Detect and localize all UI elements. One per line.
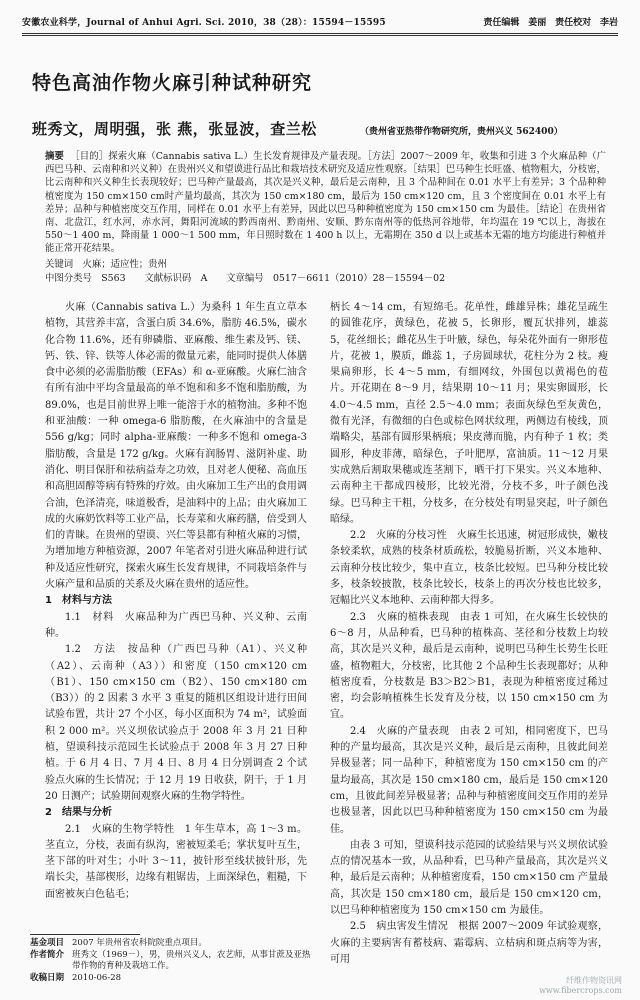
abstract	[45, 150, 606, 256]
paragraph: 柄长 4～14 cm，有短绵毛。花单性，雌雄异株；雄花呈疏生的圆锥花序，黄绿色，花被 5，长卵形，覆瓦状排列，雄蕊 5，花丝细长；雌花丛生于叶腋，绿色，每朵花外面有一卵形苞片，花被 1，膜质，雌蕊 1，子房圆球状，花柱分为 2 枝。瘦果扁卵形，长 4～5 mm，有细网纹，外围包以黄褐色的苞片。开花期在 8～9 月，结果期 10～11 月；果实卵圆形，长 4.0～4.5 mm，直径 2.5～4.0 mm；表面灰绿色至灰黄色，微有光泽，有微细的白色或棕色网状纹理，两侧边有棱线，顶端略尖，基部有圆形果柄痕；果皮薄而脆，内有种子 1 枚；类圆形，种皮菲薄，暗绿色，子叶肥厚，富油质。11～12 月果实成熟后割取果穗或连茎割下，晒干打下果实。兴义本地种、云南种主干都成四棱形，比较光滑，分枝不多，叶子颜色浅绿。巴马种主干粗，分枝多，在分枝处有明显突起，叶子颜色暗绿。	[330, 302, 608, 525]
right-column	[330, 300, 608, 968]
watermark	[539, 976, 622, 996]
section-heading: 2 结果与分析	[45, 807, 112, 819]
footnote-label: 作者简介	[30, 949, 65, 960]
editor-credits	[477, 15, 618, 28]
paragraph: 火麻（Cannabis sativa L.）为桑科 1 年生直立草本植物，其营养丰富，含蛋白质 34.6%，脂肪 46.5%，碳水化合物 11.6%，还有卵磷脂、亚麻酸、维生素及钙、镁、钙、铁、锌、铁等人体必需的微量元素，能同时提供人体膳食中必须的必需脂肪酸（EFAs）和 α-亚麻酸。火麻仁油含有所有油中平均含量最高的单不饱和和多不饱和脂肪酸，为 89.0%，也是目前世界上唯一能溶于水的植物油。多种不饱和亚油酸：一种 omega-6 脂肪酸，在火麻油中的含量是 556 g/kg；同时 alpha-亚麻酸：一种多不饱和 omega-3 脂肪酸，含量是 172 g/kg。火麻有润肠胃、滋阴补虚、助消化、明目保肝和祛病益寿之功效，且对老人便秘、高血压和高胆固醇等病有特殊的疗效。由火麻加工生产出的食用调合油，色泽清亮，味道极香，是油料中的上品；由火麻加工成的火麻奶饮料等工业产品，长寿菜和火麻药膳，倍受到人们的青睐。在贵州的望谟、兴仁等县都有种植火麻的习惯，为增加地方种植资源，2007 年笔者对引进火麻品种进行试种及适应性研究，探索火麻生长发育规律，不同栽培条件与火麻产量和品质的关系及火麻在贵州的适应性。	[45, 302, 307, 591]
paragraph: 2.1 火麻的生物学特性 1 年生草本，高 1～3 m。茎直立，分枝，表面有纵沟，密被短柔毛；掌状复叶互生，茎下部的叶对生；小叶 3～11，披针形至线状披针形，先端长尖，基部楔形，边缘有粗锯齿，上面深绿色，粗糙，下面密被灰白色毡毛；	[45, 823, 307, 900]
proof-label: 责任校对	[555, 17, 592, 28]
footnote-row	[30, 950, 312, 973]
affiliation: （贵州省亚热带作物研究所，贵州兴义 562400）	[360, 127, 563, 137]
paragraph: 2.2 火麻的分枝习性 火麻生长迅速，树冠形成快，嫩枝条较柔软，成熟的枝条材质疏松，较脆易折断，兴义本地种、云南种分枝比较少，集中直立，枝条比较短。巴马种分枝比较多，枝条较披散，枝条比较长，枝条上的再次分枝也比较多，冠幅比兴义本地种、云南种都大得多。	[330, 530, 608, 607]
paragraph: 2.3 火麻的植株表现 由表 1 可知，在火麻生长较快的 6～8 月，从品种看，巴马种的植株高、茎径和分枝数上均较高，其次是兴义种，最后是云南种，说明巴马种生长势生长旺盛，植物粗大，分枝密，比其他 2 个品种生长表现都好；从种植密度看，分枝数是 B3＞B2＞B1，表现为种植密度过稀过密，均会影响植株生长发育及分枝，以 150 cm×150 cm 为宜。	[330, 611, 608, 721]
footnote-text: 2007 年贵州省农科院院重点项目。	[72, 938, 207, 948]
keywords: 关键词 火麻；适应性；贵州	[45, 259, 167, 270]
journal-citation: 安徽农业科学，Journal of Anhui Agri. Sci. 2010，38（28）：15594－15595	[22, 17, 386, 28]
abstract-label: 摘要	[45, 151, 65, 162]
paper-title: 特色高油作物火麻引种试种研究	[32, 72, 313, 94]
footnote-label: 基金项目	[30, 938, 65, 948]
watermark-name: 纤维作物资讯网	[566, 976, 622, 985]
footnote-label: 收稿日期	[30, 972, 65, 983]
footnote-text: 2010-06-28	[72, 972, 122, 983]
paragraph: 2.4 火麻的产量表现 由表 2 可知，相同密度下，巴马种的产量均最高，其次是兴义种，最后是云南种，且彼此间差异极显著；同一品种下，种植密度为 150 cm×150 cm 的产量均最高，其次是 150 cm×180 cm，最后是 150 cm×120 cm，且彼此间差异极显著；品种与种植密度间交互作用的差异也极显著，因此以巴马种种植密度为 150 cm×150 cm 为最佳。	[330, 725, 608, 835]
paragraph: 由表 3 可知，望谟科技示范园的试验结果与兴义坝依试验点的情况基本一致，从品种看，巴马种产量最高，其次是兴义种，最后是云南种；从种植密度看，150 cm×150 cm 产量最高，其次是 150 cm×180 cm，最后是 150 cm×120 cm，以巴马种种植密度为 150 cm×150 cm 为最佳。	[330, 839, 608, 916]
running-header	[22, 10, 618, 32]
paragraph: 1.2 方法 按品种（广西巴马种（A1）、兴义种（A2）、云南种（A3））和密度（150 cm×120 cm（B1）、150 cm×150 cm（B2）、150 cm×180 cm（B3））的 2 因素 3 水平 3 重复的随机区组设计进行田间试验布置，共计 27 个小区，每小区面积为 74 m²，试验面积 2 000 m²。兴义坝依试验点于 2008 年 3 月 21 日种植，望谟科技示范园生长试验点于 2008 年 3 月 27 日种植。于 6 月 4 日、7 月 4 日、8 月 4 日分别调查 2 个试验点火麻的生长情况；于 12 月 19 日收获，阴干，于 1 月 20 日测产；试验期间观察火麻的生物学特性。	[45, 644, 307, 802]
classification-line: 中图分类号 S563 文献标识码 A 文章编号 0517－6611（2010）28－15594－02	[45, 273, 446, 284]
footnote-row	[30, 938, 312, 950]
abstract-text: ［目的］探索火麻（Cannabis sativa L.）生长发育规律及产量表现。［方法］2007～2009 年，收集和引进 3 个火麻品种（广西巴马种、云南种和兴义种）在贵州兴义和望谟进行品比和栽培技术研究及适应性观察。［结果］巴马种生长旺盛、植物粗大，分枝密，比云南种和兴义种生长表现较好；巴马种产量最高，其次是兴义种，最后是云南种，且 3 个品种间在 0.01 水平上有差异；3 个品种种植密度为 150 cm×150 cm时产量均最高，其次为 150 cm×180 cm，最后为 150 cm×120 cm，且 3 个密度间在 0.01 水平上有差异；品种与种植密度交互作用，同样在 0.01 水平上有差异，因此以巴马种种植密度为 150 cm×150 cm 为最佳。［结论］在贵州省南、北盘江，红水河，赤水河，舞阳河流域的黔西南州、黔南州、安顺、黔东南州等的低热河谷地带，年均温在 19 ℃以上，海拔在 550～1 400 m，降雨量 1 000～1 500 mm，年日照时数在 1 400 h 以上，无霜期在 350 d 以上或基本无霜的地方均能进行种植并能正常开花结果。	[45, 151, 606, 255]
footnote-row	[30, 973, 312, 985]
paragraph: 1.1 材料 火麻品种为广西巴马种、兴义种、云南种。	[45, 611, 307, 639]
paragraph: 2.5 病虫害发生情况 根据 2007～2009 年试验观察，火麻的主要病害有蓄枝病、霜霉病、立枯病和斑点病等为害，可用	[330, 921, 608, 965]
header-rule	[22, 33, 618, 34]
editor-label: 责任编辑	[483, 17, 520, 28]
watermark-url: www.fibercrops.com	[539, 986, 622, 995]
footnote-rule	[30, 934, 140, 935]
proofreader-name: 李岩	[599, 17, 618, 28]
header-rule-thin	[22, 35, 618, 36]
left-column	[45, 300, 307, 903]
author-list: 班秀文，周明强，张 燕，张显波，查兰松	[32, 120, 317, 138]
section-heading: 1 材料与方法	[45, 595, 112, 607]
editor-name: 姜丽	[528, 17, 547, 28]
footnote-text: 班秀文（1969－），男，贵州兴义人，农艺师，从事甘蔗及亚热带作物的育种及栽培工作。	[72, 949, 311, 971]
footnotes	[30, 938, 312, 984]
